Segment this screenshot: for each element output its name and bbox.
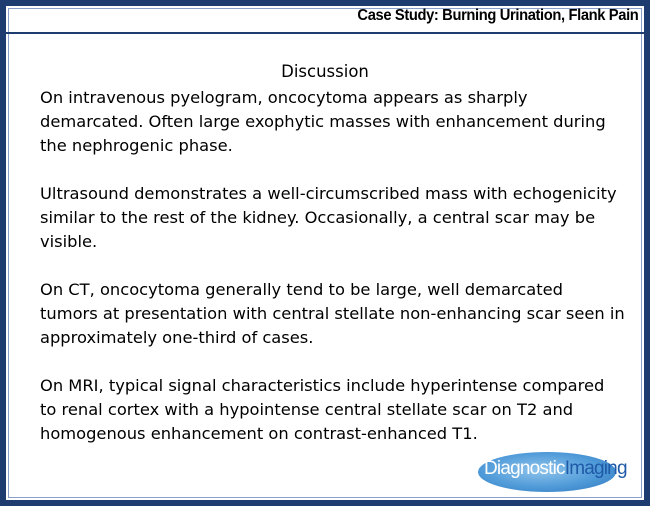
logo-text-imaging: Imaging xyxy=(564,458,627,479)
paragraph-ct: On CT, oncocytoma generally tend to be large, well demarcated tumors at presentation with central stellate non-enhancing scar seen in approximately one-third of cases. xyxy=(40,280,625,347)
paragraph-ivp: On intravenous pyelogram, oncocytoma appears as sharply demarcated. Often large exophytic masses with enhancement during the nephrogenic phase. xyxy=(40,88,606,155)
section-heading: Discussion xyxy=(281,62,369,81)
diagnostic-imaging-logo xyxy=(478,450,638,494)
paragraph-mri: On MRI, typical signal characteristics include hyperintense compared to renal cortex with a hypointense central stellate scar on T2 and homogenous enhancement on contrast-enhanced T1. xyxy=(40,376,605,443)
logo-text-diagnostic: Diagnostic xyxy=(484,458,565,479)
case-title: Case Study: Burning Urination, Flank Pain xyxy=(357,7,638,24)
paragraph-ultrasound: Ultrasound demonstrates a well-circumscribed mass with echogenicity similar to the rest of the kidney. Occasionally, a central scar may be visible. xyxy=(40,184,617,251)
logo-text xyxy=(484,458,627,480)
discussion-body xyxy=(40,86,625,446)
title-divider xyxy=(6,32,644,34)
